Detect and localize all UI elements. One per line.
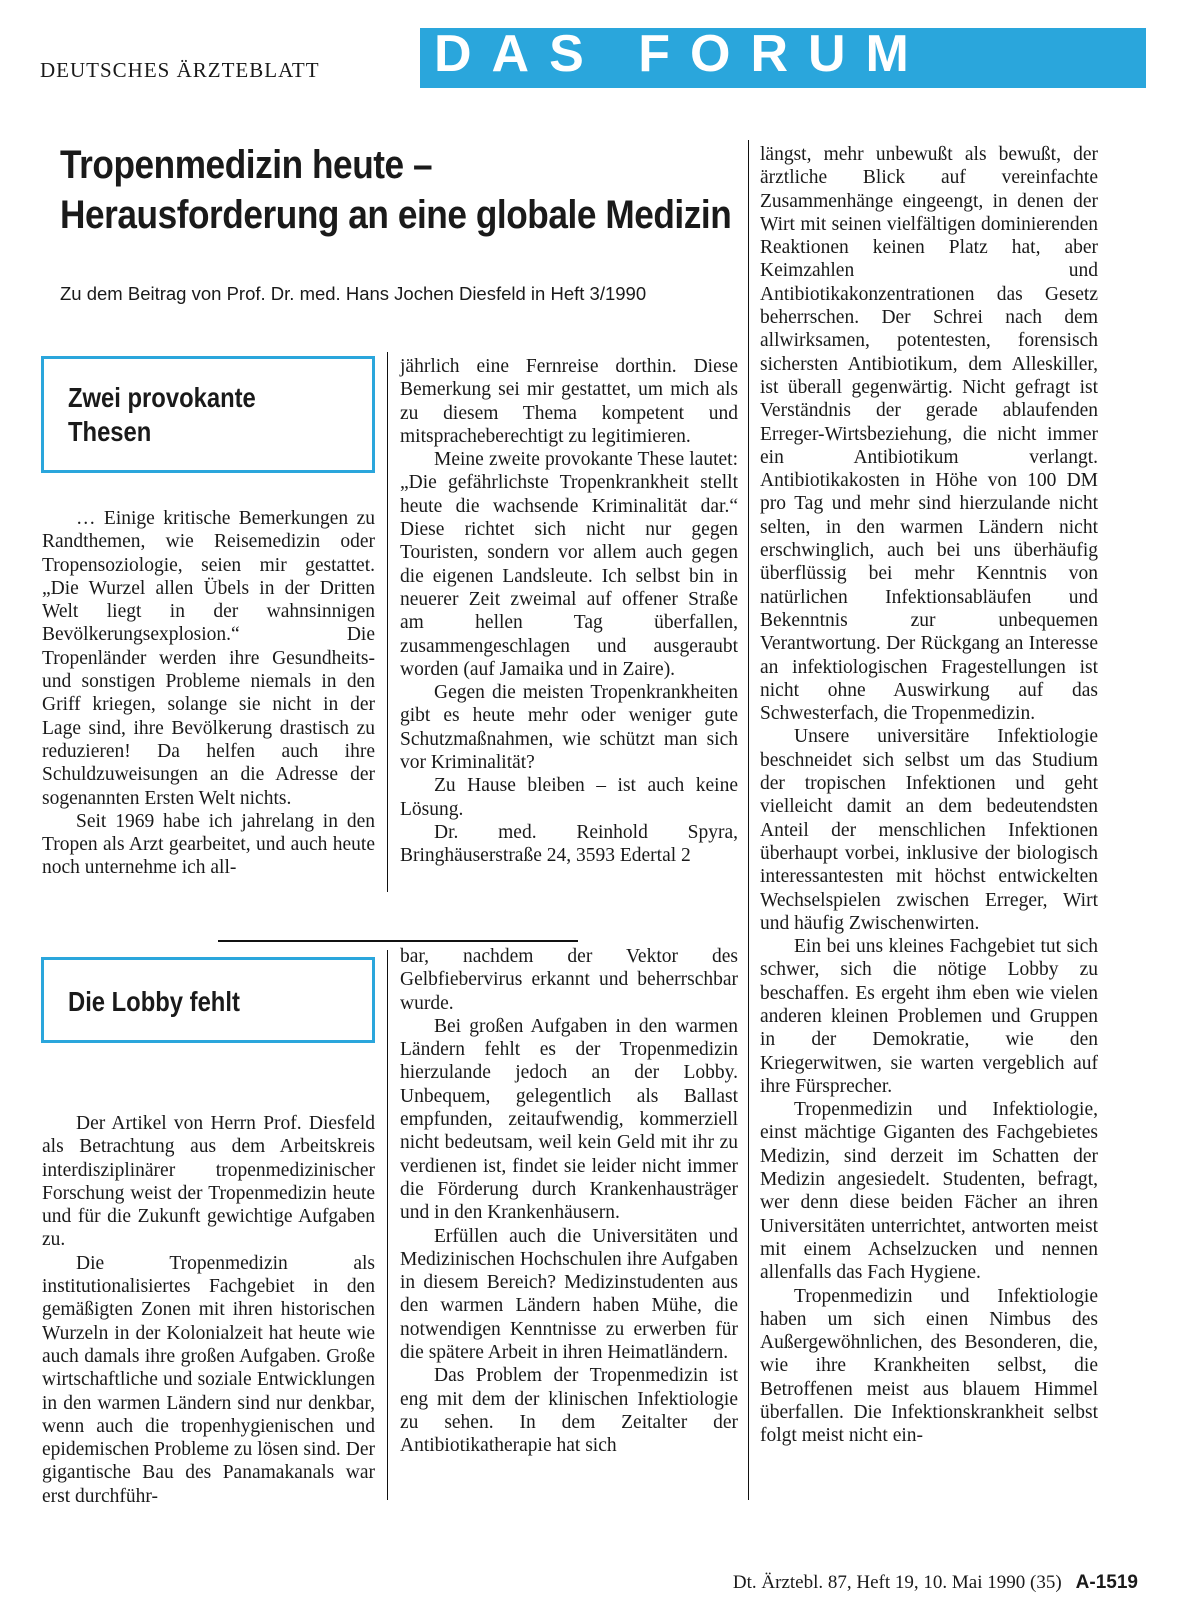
title-line-2: Herausforderung an eine globale Medizin (60, 193, 732, 237)
paragraph: längst, mehr unbewußt als bewußt, der ärztliche Blick auf vereinfachte Zusammenhänge eingeengt, in denen der Wirt mit seinen vielfältigen dominierenden Reaktionen keinen Platz hat, aber Keimzahlen und Antibiotikakonzentrationen das Gesetz beherrschen. Der Schrei nach dem allwirksamen, potentesten, forensisch sichersten Antibiotikum, dem Alleskiller, ist überall gegenwärtig. Nicht gefragt ist Verständnis der gerade ablaufenden Erreger-Wirtsbeziehung, die nicht immer ein Antibiotikum verlangt. Antibiotikakosten in Höhe von 100 DM pro Tag und mehr sind hierzulande nicht selten, in den warmen Ländern nicht erschwinglich, auch bei uns überhäufig überflüssig bei mehr Kenntnis von natürlichen Infektionsabläufen und Bekenntnis zur unbequemen Verantwortung. Der Rückgang an Interesse an infektiologischen Fragestellungen ist nicht ohne Auswirkung auf das Schwesterfach, die Tropenmedizin. (760, 144, 1098, 725)
paragraph: Ein bei uns kleines Fachgebiet tut sich schwer, sich die nötige Lobby zu beschaffen. Es ergeht ihm eben wie vielen anderen kleinen Problemen und Gruppen in der Demokratie, wie den Kriegerwitwen, sie warten vergeblich auf ihre Fürsprecher. (760, 936, 1098, 1097)
paragraph: Meine zweite provokante These lautet: „Die gefährlichste Tropenkrankheit stellt heute die wachsende Kriminalität dar.“ Diese richtet sich nicht nur gegen Touristen, sondern vor allem auch gegen die eigenen Landsleute. Ich selbst bin in neuerer Zeit zweimal auf offener Straße am hellen Tag überfallen, zusammengeschlagen und ausgeraubt worden (auf Jamaika und in Zaire). (400, 449, 738, 680)
paragraph: Erfüllen auch die Universitäten und Medizinischen Hochschulen ihre Aufgaben in diesem Bereich? Medizinstudenten aus den warmen Ländern haben Mühe, die notwendigen Kenntnisse zu erwerben für die spätere Arbeit in ihren Heimatländern. (400, 1225, 738, 1364)
paragraph: Gegen die meisten Tropenkrankheiten gibt es heute mehr oder weniger gute Schutzmaßnahmen, wie schützt man sich vor Kriminalität? (400, 682, 738, 774)
page-number: A-1519 (1075, 1572, 1138, 1593)
footer-citation: Dt. Ärztebl. 87, Heft 19, 10. Mai 1990 (35) (732, 1572, 1062, 1593)
letter2-heading: Die Lobby fehlt (68, 986, 240, 1017)
article-subtitle: Zu dem Beitrag von Prof. Dr. med. Hans Jochen Diesfeld in Heft 3/1990 (60, 283, 647, 304)
column-divider (387, 950, 388, 1500)
paragraph: Bei großen Aufgaben in den warmen Ländern fehlt es der Tropenmedizin hierzulande jedoch an der Lobby. Unbequem, gelegentlich als Ballast empfunden, zeitaufwendig, kommerziell nicht bedeutsam, weil kein Geld mit ihr zu verdienen ist, findet sie leider nicht immer die Förderung durch Krankenhausträger und in den Krankenhäusern. (400, 1015, 738, 1224)
journal-name: DEUTSCHES ÄRZTEBLATT (40, 58, 320, 82)
signature: Dr. med. Reinhold Spyra, Bringhäuserstraße 24, 3593 Edertal 2 (400, 821, 738, 867)
paragraph: bar, nachdem der Vektor des Gelbfiebervirus erkannt und beherrschbar wurde. (400, 946, 738, 1014)
letter1-column-2 (400, 355, 738, 868)
paragraph: jährlich eine Fernreise dorthin. Diese Bemerkung sei mir gestattet, um mich als zu diesem Thema kompetent und mitspracheberechtigt zu legitimieren. (400, 356, 738, 447)
paragraph: Zu Hause bleiben – ist auch keine Lösung. (400, 775, 738, 820)
paragraph: … Einige kritische Bemerkungen zu Randthemen, wie Reisemedizin oder Tropensoziologie, seien mir gestattet. „Die Wurzel allen Übels in der Dritten Welt liegt in der wahnsinnigen Bevölkerungsexplosion.“ Die Tropenländer werden ihre Gesundheits- und sonstigen Probleme niemals in den Griff kriegen, solange sie nicht in der Lage sind, ihre Bevölkerung drastisch zu reduzieren! Da helfen auch ihre Schuldzuweisungen an die Adresse der sogenannten Ersten Welt nichts. (42, 508, 375, 809)
article-title (60, 140, 732, 240)
letter1-heading: Zwei provokante Thesen (68, 382, 256, 447)
letter2-heading-box (41, 957, 375, 1043)
section-title: DAS FORUM (434, 25, 929, 83)
paragraph: Tropenmedizin und Infektiologie, einst mächtige Giganten des Fachgebietes Medizin, sind derzeit im Schatten der Medizin angesiedelt. Studenten, befragt, wer denn diese beiden Fächer an ihren Universitäten unterrichtet, antworten meist mit einem Achselzucken und nennen allenfalls das Fach Hygiene. (760, 1099, 1098, 1284)
paragraph: Tropenmedizin und Infektiologie haben um sich einen Nimbus des Außergewöhnlichen, des Besonderen, die, wie ihre Krankheiten selbst, die Betroffenen meist aus blauem Himmel überfallen. Die Infektionskrankheit selbst folgt meist nicht ein- (760, 1285, 1098, 1447)
column-divider (387, 352, 388, 892)
paragraph: Das Problem der Tropenmedizin ist eng mit dem der klinischen Infektiologie zu sehen. In dem Zeitalter der Antibiotikatherapie hat sich (400, 1365, 738, 1457)
paragraph: Unsere universitäre Infektiologie beschneidet sich selbst um das Studium der tropischen Infektionen und geht vielleicht damit an dem bedeutendsten Anteil der menschlichen Infektionen überhaupt vorbei, inklusive der biologisch interessantesten mit höchst entwickelten Wechselspielen zwischen Erreger, Wirt und häufig Zwischenwirten. (760, 726, 1098, 934)
letter2-column-2 (400, 945, 738, 1458)
letter-separator (218, 940, 578, 942)
letter1-column-1 (42, 507, 375, 880)
paragraph: Seit 1969 habe ich jahrelang in den Tropen als Arzt gearbeitet, und auch heute noch unternehme ich all- (42, 810, 375, 879)
column-divider (748, 140, 749, 1500)
letter2-column-1 (42, 1112, 375, 1508)
letter1-heading-box (41, 356, 375, 473)
paragraph: Die Tropenmedizin als institutionalisiertes Fachgebiet in den gemäßigten Zonen mit ihren historischen Wurzeln in der Kolonialzeit hat heute wie auch damals ihre großen Aufgaben. Große wirtschaftliche und soziale Entwicklungen in den warmen Ländern sind nur denkbar, wenn auch die tropenhygienischen und epidemischen Probleme zu lösen sind. Der gigantische Bau des Panamakanals war erst durchführ- (42, 1252, 375, 1507)
title-line-1: Tropenmedizin heute – (60, 143, 433, 187)
paragraph: Der Artikel von Herrn Prof. Diesfeld als Betrachtung aus dem Arbeitskreis interdisziplinärer tropenmedizinischer Forschung weist der Tropenmedizin heute und für die Zukunft gewichtige Aufgaben zu. (42, 1113, 375, 1251)
page-footer (733, 1572, 1138, 1594)
letter2-column-3 (760, 143, 1098, 1448)
